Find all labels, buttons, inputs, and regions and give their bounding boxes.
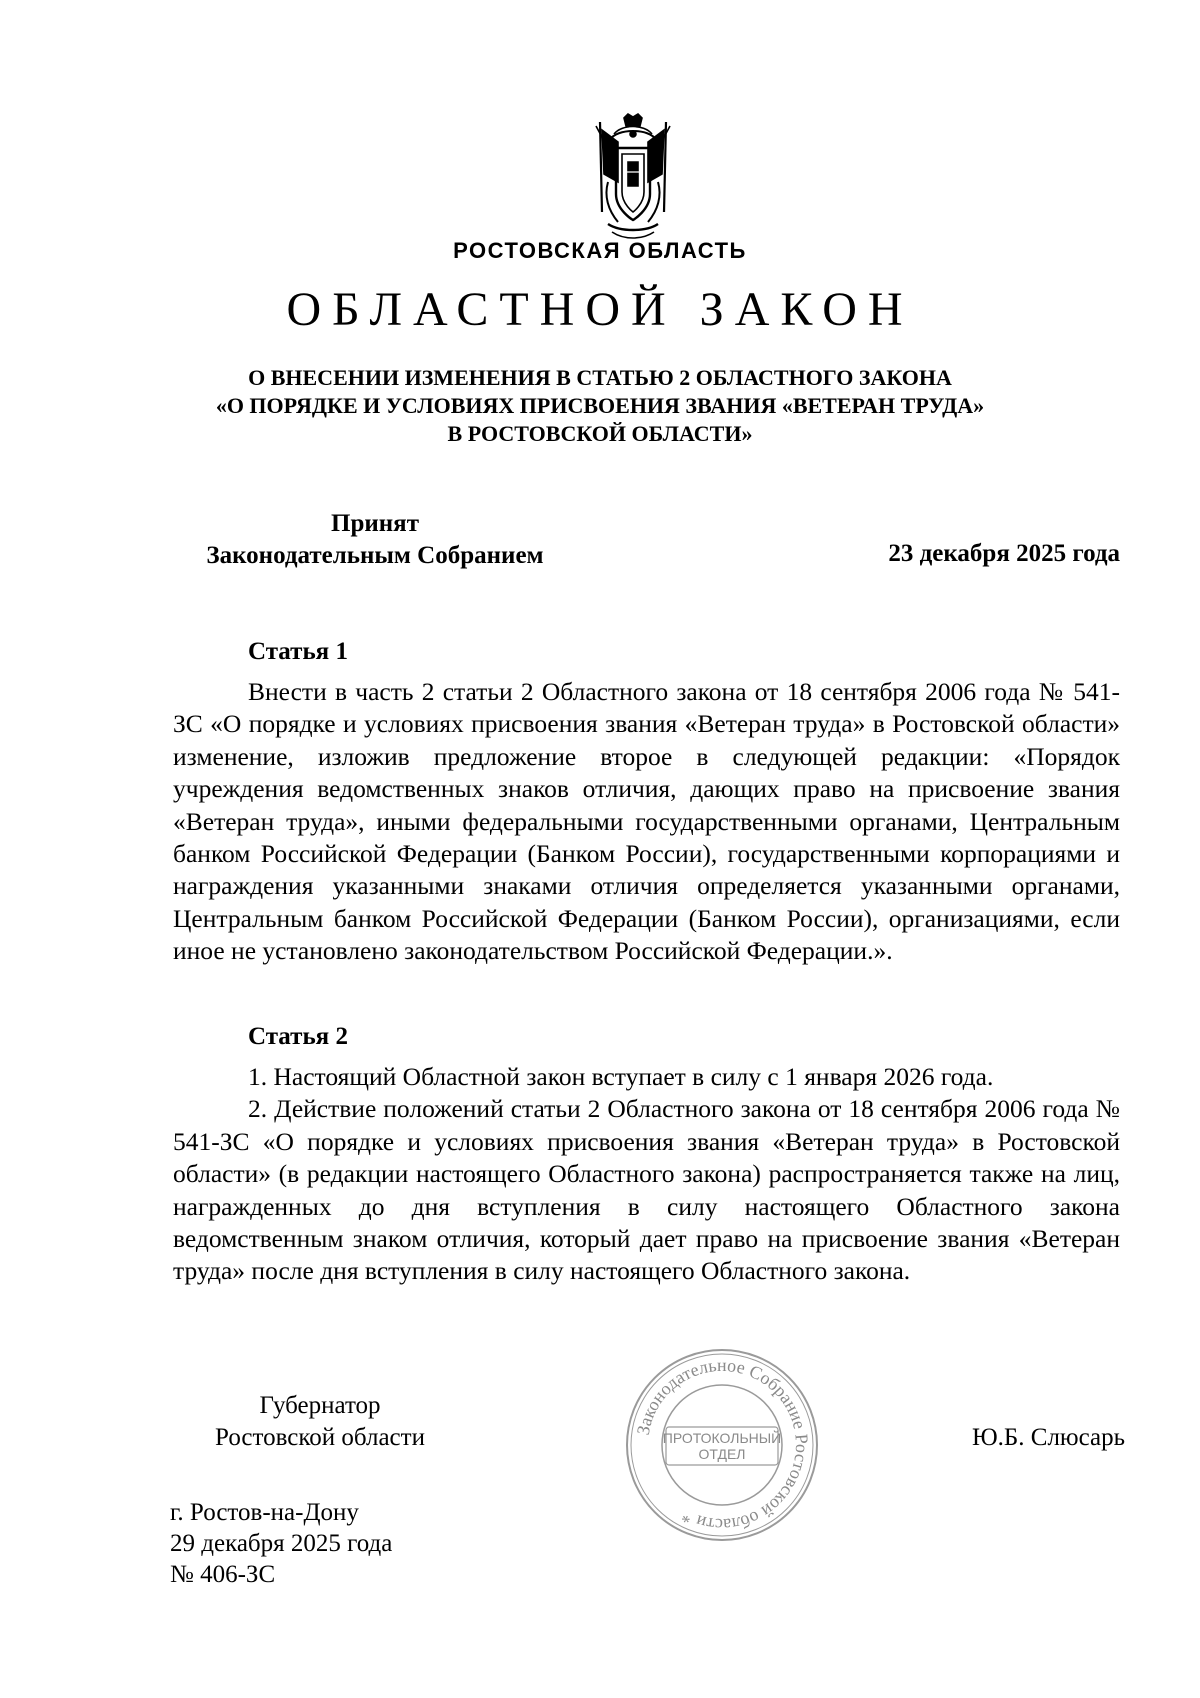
city: г. Ростов-на-Дону [170, 1499, 359, 1526]
place-date-number [170, 1497, 392, 1590]
paragraph: Внести в часть 2 статьи 2 Областного закона от 18 сентября 2006 года № 541-ЗС «О порядке и условиях присвоения звания «Ветеран труда» в Ростовской области» изменение, изложив предложение второе в следующей редакции: «Порядок учреждения ведомственных знаков отличия, дающих право на присвоение звания «Ветеран труда», иными федеральными государственными органами, Центральным банком Российской Федерации (Банком России), государственными корпорациями и награждения указанными знаками отличия определяется указанными органами, Центральным банком Российской Федерации (Банком России), организациями, если иное не установлено законодательством Российской Федерации.». [173, 677, 1120, 966]
law-number: № 406-ЗС [170, 1561, 276, 1588]
signatory-title [170, 1390, 470, 1454]
signatory-title-line: Губернатор [259, 1392, 381, 1419]
article-1-body [173, 676, 1120, 968]
law-type-heading: ОБЛАСТНОЙ ЗАКОН [286, 283, 914, 336]
seal-center-line: ПРОТОКОЛЬНЫЙ [662, 1430, 782, 1446]
seal-ring-text: Законодательное Собрание Ростовской области * [632, 1354, 813, 1536]
seal-stamp [624, 1347, 820, 1543]
signatory-name: Ю.Б. Слюсарь [971, 1424, 1125, 1451]
seal-center-line: ОТДЕЛ [698, 1446, 746, 1462]
region-name: РОСТОВСКАЯ ОБЛАСТЬ [453, 238, 747, 263]
paragraph: 2. Действие положений статьи 2 Областного закона от 18 сентября 2006 года № 541-ЗС «О порядке и условиях присвоения звания «Ветеран труда» в Ростовской области» (в редакции настоящего Областного закона) распространяется также на лиц, награжденных до дня вступления в силу настоящего Областного закона ведомственным знаком отличия, который дает право на присвоение звания «Ветеран труда» после дня вступления в силу настоящего Областного закона. [173, 1094, 1120, 1286]
adoption-block [175, 508, 575, 572]
law-title-line: О ВНЕСЕНИИ ИЗМЕНЕНИЯ В СТАТЬЮ 2 ОБЛАСТНОГО ЗАКОНА [248, 365, 952, 390]
law-title-line: «О ПОРЯДКЕ И УСЛОВИЯХ ПРИСВОЕНИЯ ЗВАНИЯ «ВЕТЕРАН ТРУДА» [215, 393, 985, 418]
coat-of-arms-icon [588, 112, 678, 244]
article-2-heading: Статья 2 [248, 1023, 348, 1050]
adoption-line: Принят [331, 510, 419, 537]
paragraph: 1. Настоящий Областной закон вступает в силу с 1 января 2026 года. [248, 1062, 994, 1091]
law-title [150, 364, 1050, 448]
adoption-body: Законодательным Собранием [206, 542, 544, 569]
signatory-title-line: Ростовской области [215, 1424, 425, 1451]
signing-date: 29 декабря 2025 года [170, 1530, 393, 1557]
article-1-heading: Статья 1 [248, 638, 348, 665]
article-2-body [173, 1061, 1120, 1288]
law-title-line: В РОСТОВСКОЙ ОБЛАСТИ» [447, 421, 753, 446]
adoption-date: 23 декабря 2025 года [888, 540, 1120, 567]
